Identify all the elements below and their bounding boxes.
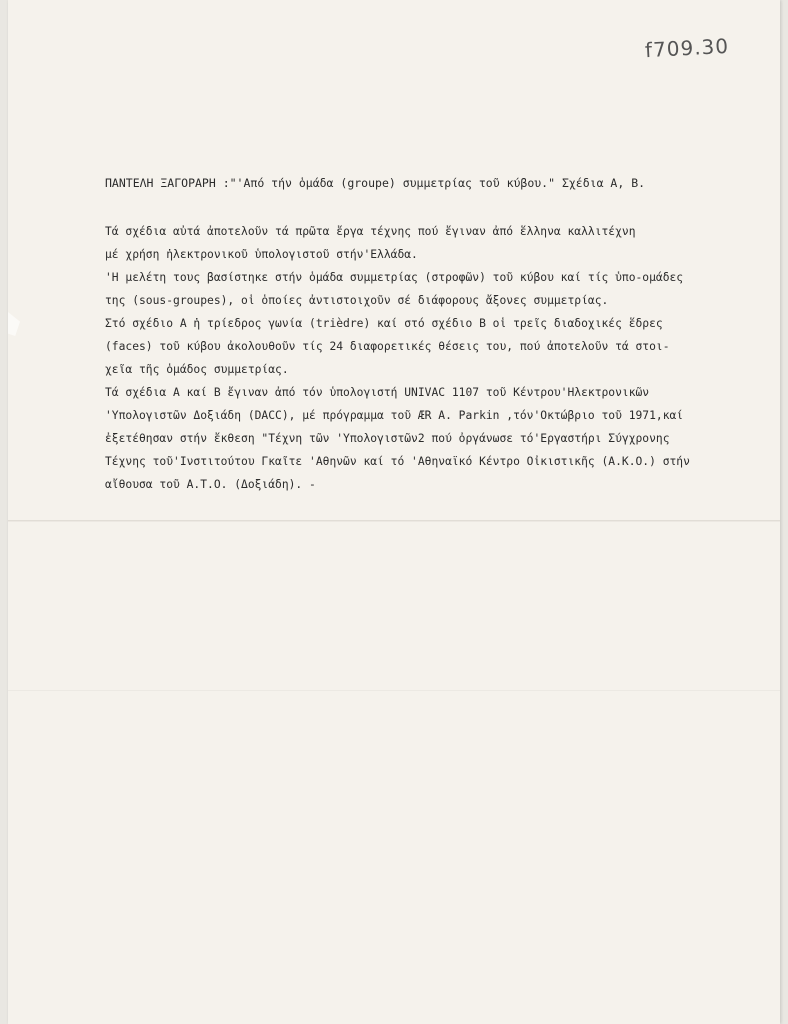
paper-sheet (8, 0, 780, 1024)
body-line: Στό σχέδιο Α ἡ τρίεδρος γωνία (trièdre) καί στό σχέδιο Β οἱ τρεῖς διαδοχικές ἕδρες (105, 317, 663, 330)
body-line: Τέχνης τοῦ'Ινστιτούτου Γκαῖτε 'Αθηνῶν καί τό 'Αθηναϊκό Κέντρο Οἰκιστικῆς (Α.Κ.Ο.) στήν (105, 455, 690, 468)
body-line: της (sous-groupes), οἱ ὁποίες ἀντιστοιχοῦν σέ διάφορους ἄξονες συμμετρίας. (105, 294, 609, 307)
body-line: 'Η μελέτη τους βασίστηκε στήν ὁμάδα συμμετρίας (στροφῶν) τοῦ κύβου καί τίς ὑπο-ομάδες (105, 271, 684, 284)
paper-crease (8, 690, 780, 691)
body-line: (faces) τοῦ κύβου ἀκολουθοῦν τίς 24 διαφορετικές θέσεις του, πού ἀποτελοῦν τά στοι- (105, 340, 670, 353)
document-body (105, 220, 755, 496)
document-heading: ΠΑΝΤΕΛΗ ΞΑΓΟΡΑΡΗ :"'Από τήν ὁμάδα (groupe) συμμετρίας τοῦ κύβου." Σχέδια Α, Β. (105, 176, 646, 190)
body-line: χεῖα τῆς ὁμάδος συμμετρίας. (105, 363, 289, 376)
body-line: ἐξετέθησαν στήν ἔκθεση "Τέχνη τῶν 'Υπολογιστῶν2 πού ὀργάνωσε τό'Εργαστήρι Σύγχρονης (105, 432, 670, 445)
body-line: μέ χρήση ἠλεκτρονικοῦ ὑπολογιστοῦ στήν'Ελλάδα. (105, 248, 418, 261)
body-line: 'Υπολογιστῶν Δοξιάδη (DACC), μέ πρόγραμμα τοῦ ÆR A. Parkin ,τόν'Οκτώβριο τοῦ 1971,καί (105, 409, 684, 422)
handwritten-reference-number: f709.30 (644, 33, 730, 63)
body-line: αἴθουσα τοῦ Α.Τ.Ο. (Δοξιάδη). - (105, 478, 316, 491)
body-line: Τά σχέδια Α καί Β ἔγιναν ἀπό τόν ὑπολογιστή UNIVAC 1107 τοῦ Κέντρου'Ηλεκτρονικῶν (105, 386, 650, 399)
paper-fold-line (8, 520, 780, 522)
body-line: Τά σχέδια αὐτά ἀποτελοῦν τά πρῶτα ἔργα τέχνης πού ἔγιναν ἀπό ἕλληνα καλλιτέχνη (105, 225, 636, 238)
